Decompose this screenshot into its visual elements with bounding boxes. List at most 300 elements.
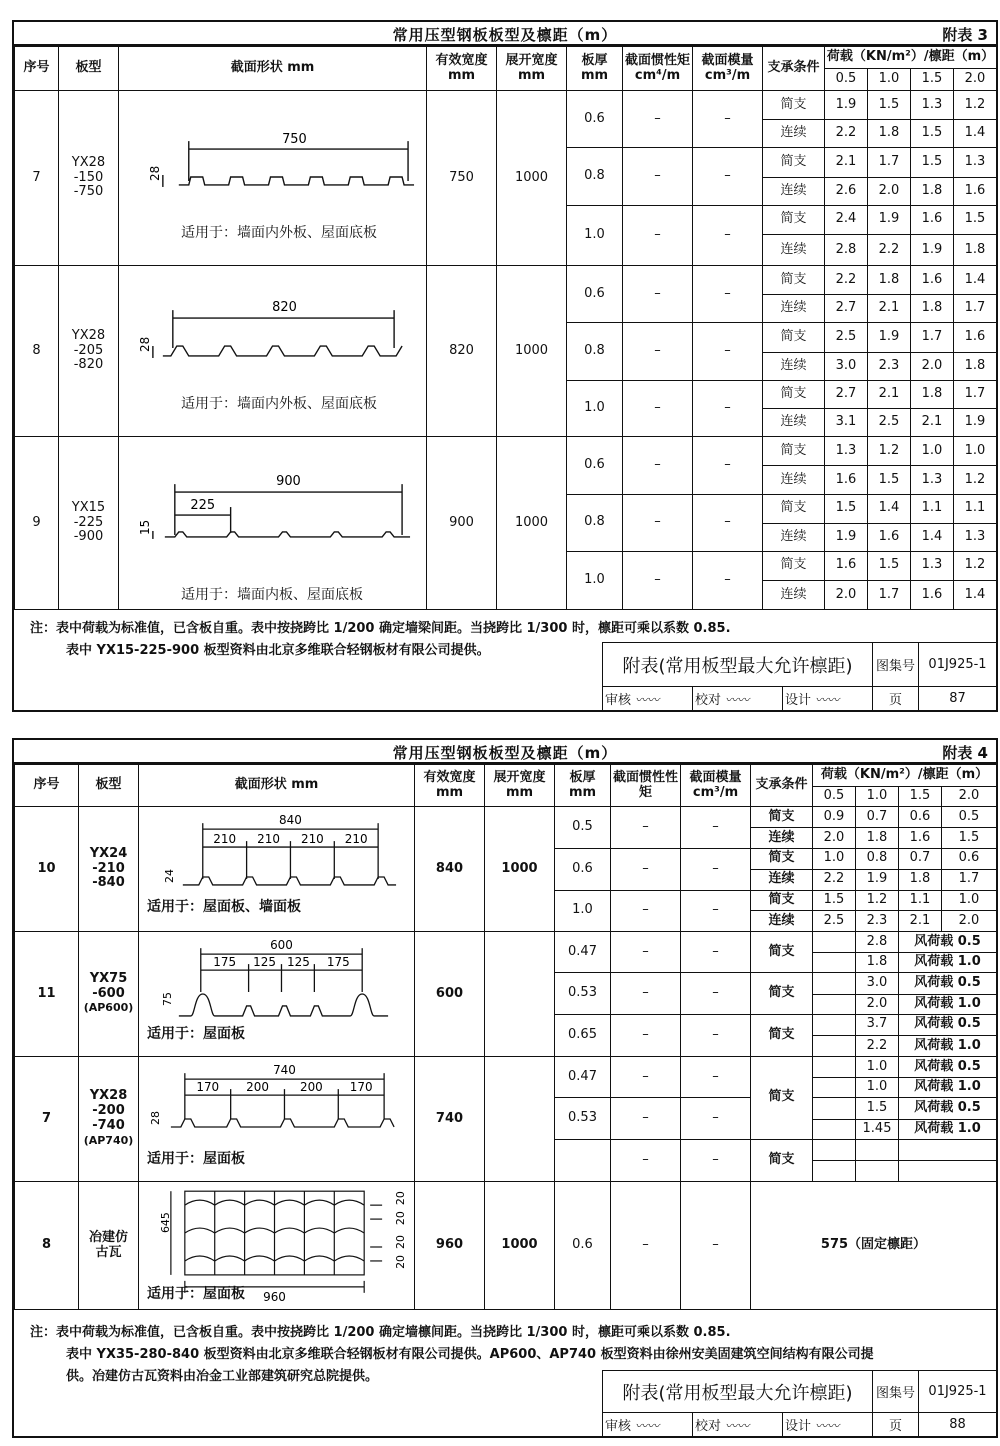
note-line: 表中 YX35-280-840 板型资料由北京多维联合轻钢板材有限公司提供。AP600、AP740 板型资料由徐州安美固建筑空间结构有限公司提 — [66, 1347, 874, 1362]
section-drawing — [139, 932, 415, 1057]
modulus-value: – — [693, 551, 763, 610]
page-label: 页 — [873, 687, 919, 711]
support-cell: 简支 — [751, 849, 813, 870]
span-cell: 1.9 — [856, 869, 899, 890]
span-cell: 2.1 — [868, 295, 911, 323]
span-cell: 1.7 — [954, 380, 997, 409]
span-cell: 0.6 — [942, 849, 997, 870]
col-inertia: 截面惯性矩 cm⁴/m — [623, 47, 693, 91]
usage-note: 适用于：屋面板 — [147, 1286, 245, 1302]
support-cell: 连续 — [763, 523, 825, 551]
support-cell: 简支 — [751, 1057, 813, 1140]
span-cell: 1.7 — [954, 295, 997, 323]
section-drawing — [139, 807, 415, 932]
modulus-value: – — [681, 890, 751, 932]
span-cell: 2.0 — [942, 911, 997, 932]
support-cell: 连续 — [763, 177, 825, 205]
col-inertia: 截面惯性性矩 — [611, 765, 681, 807]
signature-icon: 〰〰 — [635, 1419, 660, 1433]
spec-table — [14, 46, 997, 610]
span-cell: 2.4 — [825, 205, 868, 235]
span-cell: 1.6 — [911, 266, 954, 295]
span-cell: 1.9 — [868, 323, 911, 353]
thickness: 0.53 — [555, 973, 611, 1015]
eff-width: 900 — [427, 437, 497, 610]
span-cell: 2.0 — [856, 994, 899, 1014]
span-cell: 2.3 — [868, 352, 911, 380]
span-cell: 1.7 — [911, 323, 954, 353]
thickness: 1.0 — [567, 205, 623, 266]
span-cell: 1.6 — [825, 466, 868, 495]
col-section: 截面形状 mm — [139, 765, 415, 807]
design-cell: 设计 〰〰 — [783, 687, 873, 711]
modulus-value: – — [693, 437, 763, 495]
support-cell: 简支 — [751, 807, 813, 828]
span-cell: 1.6 — [911, 205, 954, 235]
span-cell: 2.6 — [825, 177, 868, 205]
span-cell: 2.2 — [868, 235, 911, 266]
col-load: 荷载（KN/m²）/檩距（m） — [813, 765, 997, 787]
thickness: 0.8 — [567, 148, 623, 206]
spec-table — [14, 764, 997, 1310]
col-support: 支承条件 — [763, 47, 825, 91]
col-thick: 板厚 mm — [567, 47, 623, 91]
review-cell: 审核 〰〰 — [603, 687, 693, 711]
atlas-number: 01J925-1 — [919, 643, 997, 687]
thickness: 1.0 — [555, 890, 611, 932]
support-cell: 连续 — [763, 295, 825, 323]
modulus-value: – — [693, 495, 763, 552]
span-cell: 1.5 — [942, 828, 997, 849]
note-line: 表中 YX15-225-900 板型资料由北京多维联合轻钢板材有限公司提供。 — [66, 643, 490, 658]
span-cell: 1.1 — [954, 495, 997, 524]
span-cell: 1.5 — [856, 1098, 899, 1120]
span-cell: 1.8 — [911, 295, 954, 323]
span-cell: 3.7 — [856, 1014, 899, 1036]
inertia-value: – — [623, 148, 693, 206]
span-cell: 1.2 — [954, 551, 997, 581]
span-cell: 1.9 — [825, 91, 868, 120]
span-cell: 1.8 — [954, 352, 997, 380]
section-drawing — [119, 437, 427, 610]
span-cell: 1.5 — [868, 466, 911, 495]
wind-load-cell: 风荷载 1.0 — [899, 994, 997, 1014]
span-cell: 2.5 — [825, 323, 868, 353]
eff-width: 960 — [415, 1182, 485, 1310]
inertia-value: – — [623, 437, 693, 495]
note-line: 供。冶建仿古瓦资料由冶金工业部建筑研究总院提供。 — [66, 1369, 379, 1384]
col-eff: 有效宽度 mm — [427, 47, 497, 91]
thickness: 0.47 — [555, 1057, 611, 1098]
modulus-value: – — [681, 973, 751, 1015]
modulus-value: – — [681, 1057, 751, 1098]
table-title: 常用压型钢板板型及檩距（m） — [392, 26, 618, 44]
span-cell: 3.0 — [856, 973, 899, 995]
table-row — [15, 266, 997, 295]
thickness: 0.6 — [567, 437, 623, 495]
col-modulus: 截面模量 cm³/m — [693, 47, 763, 91]
col-support: 支承条件 — [751, 765, 813, 807]
modulus-value: – — [693, 380, 763, 437]
eff-width: 740 — [415, 1057, 485, 1182]
dim-side: 20 — [394, 1234, 408, 1249]
thickness: 0.6 — [567, 266, 623, 323]
span-cell: 1.2 — [856, 890, 899, 911]
eff-width: 840 — [415, 807, 485, 932]
table-row — [15, 807, 997, 828]
thickness: 0.65 — [555, 1014, 611, 1057]
dim-height: 28 — [147, 165, 162, 181]
dim-width: 840 — [279, 813, 302, 828]
usage-note: 适用于：墙面内外板、屋面底板 — [181, 225, 377, 241]
eff-width: 600 — [415, 932, 485, 1057]
span-cell: 2.3 — [856, 911, 899, 932]
support-cell: 简支 — [751, 932, 813, 973]
table-tag: 附表 3 — [942, 26, 988, 44]
load-value: 1.5 — [899, 787, 942, 807]
signature-icon: 〰〰 — [725, 1419, 750, 1433]
usage-note: 适用于：墙面内板、屋面底板 — [181, 587, 363, 603]
wind-load-cell: 风荷载 0.5 — [899, 1014, 997, 1036]
dev-width: 1000 — [485, 1182, 555, 1310]
span-cell: 2.7 — [825, 380, 868, 409]
signature-icon: 〰〰 — [635, 693, 660, 707]
span-cell: 1.4 — [911, 523, 954, 551]
thickness: 1.0 — [567, 380, 623, 437]
span-cell: 1.1 — [911, 495, 954, 524]
row-type: 冶建仿 古瓦 — [79, 1182, 139, 1310]
span-cell: 1.8 — [954, 235, 997, 266]
table-row — [15, 1057, 997, 1078]
dim-pitch: 125 — [253, 955, 276, 970]
load-value: 1.0 — [856, 787, 899, 807]
support-cell: 连续 — [751, 828, 813, 849]
dim-side: 20 — [394, 1210, 408, 1225]
span-cell: 2.1 — [868, 380, 911, 409]
modulus-value: – — [693, 266, 763, 323]
support-cell: 简支 — [763, 495, 825, 524]
span-cell: 1.1 — [899, 890, 942, 911]
col-no: 序号 — [15, 765, 79, 807]
col-dev: 展开宽度 mm — [485, 765, 555, 807]
wind-load-cell: 风荷载 0.5 — [899, 973, 997, 995]
row-type: YX15 -225 -900 — [59, 437, 119, 610]
inertia-value: – — [611, 932, 681, 973]
atlas-label: 图集号 — [873, 1371, 919, 1413]
inertia-value: – — [611, 1014, 681, 1057]
support-cell: 简支 — [751, 890, 813, 911]
dim-height: 24 — [162, 869, 176, 883]
support-cell: 简支 — [751, 973, 813, 1015]
col-section: 截面形状 mm — [119, 47, 427, 91]
support-cell: 连续 — [763, 409, 825, 437]
section-drawing — [119, 266, 427, 437]
wind-load-cell: 风荷载 1.0 — [899, 953, 997, 973]
span-cell: 1.6 — [899, 828, 942, 849]
eff-width: 750 — [427, 91, 497, 266]
inertia-value: – — [623, 323, 693, 381]
inertia-value: – — [623, 551, 693, 610]
thickness: 1.0 — [567, 551, 623, 610]
span-cell: 1.8 — [856, 953, 899, 973]
inertia-value: – — [623, 91, 693, 148]
table-title: 常用压型钢板板型及檩距（m） — [392, 744, 618, 762]
page-number: 88 — [919, 1413, 997, 1437]
table-tag: 附表 4 — [942, 744, 988, 762]
sheet-table-4 — [12, 738, 998, 1438]
inertia-value: – — [611, 849, 681, 891]
row-no: 10 — [15, 807, 79, 932]
span-cell: 1.3 — [954, 523, 997, 551]
span-cell: 0.9 — [813, 807, 856, 828]
support-cell: 连续 — [763, 466, 825, 495]
dim-pitch: 125 — [287, 955, 310, 970]
usage-note: 适用于：墙面内外板、屋面底板 — [181, 396, 377, 412]
inertia-value: – — [623, 266, 693, 323]
dev-width — [485, 1057, 555, 1182]
row-no: 9 — [15, 437, 59, 610]
dim-height: 75 — [160, 992, 174, 1006]
span-cell: 1.0 — [942, 890, 997, 911]
support-cell: 连续 — [751, 869, 813, 890]
col-thick: 板厚 mm — [555, 765, 611, 807]
span-cell: 2.1 — [911, 409, 954, 437]
note-line: 注：表中荷载为标准值，已含板自重。表中按挠跨比 1/200 确定墙梁间距。当挠跨比 1/300 时，檩距可乘以系数 0.85. — [30, 621, 731, 636]
span-cell: 1.3 — [825, 437, 868, 466]
span-cell: 1.4 — [954, 581, 997, 610]
signature-icon: 〰〰 — [815, 1419, 840, 1433]
dim-width: 750 — [282, 132, 307, 148]
col-load: 荷载（KN/m²）/檩距（m） — [825, 47, 997, 69]
span-cell: 1.45 — [856, 1119, 899, 1139]
span-cell: 1.9 — [868, 205, 911, 235]
modulus-value: – — [681, 1182, 751, 1310]
thickness: 0.8 — [567, 495, 623, 552]
span-cell: 2.1 — [899, 911, 942, 932]
span-cell: 3.0 — [825, 352, 868, 380]
drawing-name: 附表(常用板型最大允许檩距) — [603, 643, 873, 687]
dev-width: 1000 — [485, 807, 555, 932]
span-cell: 2.1 — [825, 148, 868, 178]
wind-load-cell: 风荷载 0.5 — [899, 1098, 997, 1120]
dev-width: 1000 — [497, 266, 567, 437]
support-cell: 简支 — [763, 323, 825, 353]
span-cell: 0.5 — [942, 807, 997, 828]
col-no: 序号 — [15, 47, 59, 91]
dim-height: 645 — [158, 1211, 172, 1233]
span-cell: 0.7 — [856, 807, 899, 828]
drawing-name: 附表(常用板型最大允许檩距) — [603, 1371, 873, 1413]
dim-pitch: 200 — [299, 1080, 323, 1095]
dim-pitch: 200 — [246, 1080, 269, 1095]
span-cell: 0.7 — [899, 849, 942, 870]
thickness: 0.6 — [555, 1182, 611, 1310]
support-cell: 简支 — [763, 91, 825, 120]
span-cell: 1.6 — [954, 323, 997, 353]
dim-width: 740 — [273, 1063, 296, 1078]
row-no: 11 — [15, 932, 79, 1057]
row-type: YX28 -150 -750 — [59, 91, 119, 266]
dev-width: 1000 — [497, 91, 567, 266]
span-cell: 1.4 — [954, 120, 997, 148]
span-cell: 2.2 — [813, 869, 856, 890]
modulus-value: – — [693, 148, 763, 206]
span-cell: 1.3 — [954, 148, 997, 178]
page-number: 87 — [919, 687, 997, 711]
dim-pitch: 225 — [190, 498, 216, 514]
load-value: 0.5 — [825, 69, 868, 91]
wind-load-cell: 风荷载 1.0 — [899, 1036, 997, 1057]
table-row — [15, 91, 997, 120]
dim-pitch: 170 — [349, 1080, 373, 1095]
thickness: 0.5 — [555, 807, 611, 849]
dev-width: 1000 — [497, 437, 567, 610]
wind-load-cell: 风荷载 1.0 — [899, 1119, 997, 1139]
span-cell: 1.5 — [911, 148, 954, 178]
span-cell: 1.7 — [868, 148, 911, 178]
inertia-value: – — [611, 890, 681, 932]
dim-side: 20 — [394, 1190, 408, 1205]
dim-pitch: 210 — [257, 832, 280, 847]
design-cell: 设计 〰〰 — [783, 1413, 873, 1437]
span-cell: 1.5 — [954, 205, 997, 235]
table-row — [15, 437, 997, 466]
dim-pitch: 210 — [213, 832, 237, 847]
section-drawing — [139, 1057, 415, 1182]
span-cell: 1.8 — [856, 828, 899, 849]
span-cell: 1.5 — [868, 551, 911, 581]
modulus-value: – — [681, 1139, 751, 1182]
check-cell: 校对 〰〰 — [693, 687, 783, 711]
dim-height: 28 — [137, 336, 152, 352]
span-cell: 2.8 — [825, 235, 868, 266]
signature-icon: 〰〰 — [725, 693, 750, 707]
span-cell: 1.3 — [911, 466, 954, 495]
signature-icon: 〰〰 — [815, 693, 840, 707]
col-dev: 展开宽度 mm — [497, 47, 567, 91]
support-cell: 连续 — [763, 235, 825, 266]
span-cell: 1.7 — [868, 581, 911, 610]
span-cell: 1.8 — [868, 120, 911, 148]
support-cell: 连续 — [763, 120, 825, 148]
dim-pitch: 175 — [213, 955, 237, 970]
inertia-value: – — [611, 1182, 681, 1310]
atlas-number: 01J925-1 — [919, 1371, 997, 1413]
profile-yx15-225 — [119, 437, 426, 609]
check-cell: 校对 〰〰 — [693, 1413, 783, 1437]
span-cell: 1.5 — [911, 120, 954, 148]
usage-note: 适用于：屋面板 — [147, 1151, 245, 1167]
load-value: 2.0 — [954, 69, 997, 91]
span-cell: 1.2 — [868, 437, 911, 466]
dim-height: 15 — [137, 519, 152, 535]
dev-width — [485, 932, 555, 1057]
support-cell: 简支 — [763, 551, 825, 581]
dim-width: 600 — [270, 938, 293, 953]
fixed-purlin: 575（固定檩距） — [751, 1182, 997, 1310]
span-cell: 1.4 — [868, 495, 911, 524]
col-type: 板型 — [79, 765, 139, 807]
inertia-value: – — [623, 380, 693, 437]
modulus-value: – — [681, 849, 751, 891]
thickness: 0.8 — [567, 323, 623, 381]
title-block — [602, 1370, 997, 1437]
span-cell: 1.5 — [825, 495, 868, 524]
span-cell: 1.8 — [911, 177, 954, 205]
usage-note: 适用于：屋面板、墙面板 — [147, 899, 301, 915]
span-cell: 1.4 — [954, 266, 997, 295]
modulus-value: – — [681, 1098, 751, 1140]
review-cell: 审核 〰〰 — [603, 1413, 693, 1437]
eff-width: 820 — [427, 266, 497, 437]
support-cell: 连续 — [763, 581, 825, 610]
span-cell: 1.8 — [899, 869, 942, 890]
inertia-value: – — [611, 973, 681, 1015]
thickness — [555, 1139, 611, 1182]
dim-pitch: 210 — [300, 832, 324, 847]
span-cell: 1.8 — [911, 380, 954, 409]
span-cell: 1.6 — [911, 581, 954, 610]
row-no: 8 — [15, 1182, 79, 1310]
wind-load-cell: 风荷载 1.0 — [899, 1078, 997, 1098]
inertia-value: – — [611, 1139, 681, 1182]
row-no: 8 — [15, 266, 59, 437]
span-cell: 3.1 — [825, 409, 868, 437]
thickness: 0.6 — [567, 91, 623, 148]
modulus-value: – — [681, 932, 751, 973]
sheet-table-3 — [12, 20, 998, 712]
span-cell: 2.5 — [813, 911, 856, 932]
span-cell: 2.0 — [868, 177, 911, 205]
table-row — [15, 932, 997, 953]
row-no: 7 — [15, 91, 59, 266]
section-drawing — [139, 1182, 415, 1310]
dim-pitch: 170 — [196, 1080, 220, 1095]
dim-height: 28 — [148, 1111, 162, 1125]
wind-load-cell: 风荷载 0.5 — [899, 1057, 997, 1078]
modulus-value: – — [681, 1014, 751, 1057]
dim-width: 900 — [276, 474, 301, 490]
dim-width: 820 — [272, 300, 297, 316]
span-cell: 1.3 — [911, 91, 954, 120]
span-cell: 1.5 — [813, 890, 856, 911]
modulus-value: – — [693, 205, 763, 266]
thickness: 0.6 — [555, 849, 611, 891]
span-cell: 2.0 — [911, 352, 954, 380]
span-cell: 1.2 — [954, 466, 997, 495]
inertia-value: – — [623, 495, 693, 552]
col-type: 板型 — [59, 47, 119, 91]
inertia-value: – — [623, 205, 693, 266]
span-cell: 1.2 — [954, 91, 997, 120]
col-modulus: 截面模量 cm³/m — [681, 765, 751, 807]
dim-pitch: 175 — [326, 955, 350, 970]
span-cell: 2.0 — [825, 581, 868, 610]
row-type: YX24 -210 -840 — [79, 807, 139, 932]
title-block — [602, 642, 997, 711]
span-cell: 1.8 — [868, 266, 911, 295]
support-cell: 简支 — [763, 266, 825, 295]
span-cell: 0.6 — [899, 807, 942, 828]
span-cell: 1.0 — [856, 1078, 899, 1098]
note-line: 注：表中荷载为标准值，已含板自重。表中按挠跨比 1/200 确定墙檩间距。当挠跨比 1/300 时，檩距可乘以系数 0.85. — [30, 1325, 731, 1340]
row-no: 7 — [15, 1057, 79, 1182]
span-cell: 1.5 — [868, 91, 911, 120]
row-type: YX28 -205 -820 — [59, 266, 119, 437]
atlas-label: 图集号 — [873, 643, 919, 687]
support-cell: 简支 — [751, 1014, 813, 1057]
dim-width: 960 — [263, 1289, 286, 1304]
